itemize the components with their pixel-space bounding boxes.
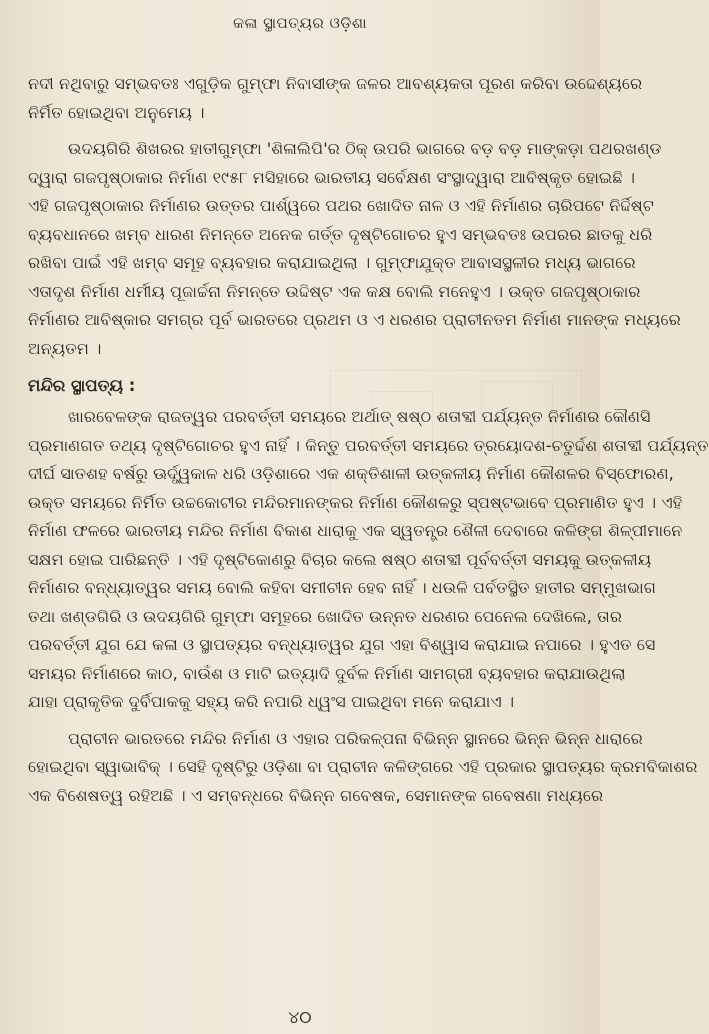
text-line: ଉଦୟଗିରି ଶିଖରର ହାତୀଗୁମ୍ଫା 'ଶିଳାଲିପି'ର ଠିକ୍ ଉପରି ଭାଗରେ ବଡ଼ ବଡ଼ ମାଙ୍କଡ଼ା ପଥରଖଣ୍ଡ [68, 139, 662, 158]
text-line: ତଥା ଖଣ୍ଡଗିରି ଓ ଉଦୟଗିରି ଗୁମ୍ଫା ସମୂହରେ ଖୋଦିତ ଉନ୍ନତ ଧରଣର ପେନେଲ ଦେଖିଲେ, ତାର [28, 606, 623, 626]
text-line: ଅନ୍ୟତମ । [28, 338, 102, 358]
text-line: ଏହି ଗଜପୃଷ୍ଠାକାର ନିର୍ମାଣର ଉତ୍ତର ପାର୍ଶ୍ୱରେ ପଥର ଖୋଦିତ ନାଳ ଓ ଏହି ନିର୍ମାଣର ଚାରିପଟେ ନିର୍ଦ୍ଦିଷ୍ଟ [28, 196, 655, 215]
body-text [28, 70, 709, 810]
text-line: ରଖିବା ପାଇଁ ଏହି ଖମ୍ବ ସମୂହ ବ୍ୟବହାର କରାଯାଇଥିଲା । ଗୁମ୍ଫାଯୁକ୍ତ ଆବାସସ୍ଥଳୀର ମଧ୍ୟ ଭାଗରେ [28, 253, 636, 272]
text-line: ପ୍ରମାଣଗତ ତଥ୍ୟ ଦୃଷ୍ଟିଗୋଚର ହୁଏ ନାହିଁ । କିନ୍ତୁ ପରବର୍ତ୍ତୀ ସମୟରେ ତ୍ରୟୋଦଶ-ଚତୁର୍ଦ୍ଦଶ ଶତାବ୍ଦୀ ପର୍ଯ୍ୟନ୍ତ [28, 435, 709, 455]
text-line: ବ୍ୟବଧାନରେ ଖମ୍ବ ଧାରଣ ନିମନ୍ତେ ଅନେକ ଗର୍ତ୍ତ ଦୃଷ୍ଟିଗୋଚର ହୁଏ ସମ୍ଭବତଃ ଉପରର ଛାତକୁ ଧରି [28, 224, 653, 244]
text-line: ସମୟର ନିର୍ମାଣରେ କାଠ, ବାଉଁଶ ଓ ମାଟି ଇତ୍ୟାଦି ଦୁର୍ବଳ ନିର୍ମାଣ ସାମଗ୍ରୀ ବ୍ୟବହାର କରାଯାଉଥିଲା [28, 663, 626, 683]
section-heading: ମନ୍ଦିର ସ୍ଥାପତ୍ୟ : [28, 376, 136, 395]
text-line: ହୋଇଥିବା ସ୍ୱାଭାବିକ୍ । ସେହି ଦୃଷ୍ଟିରୁ ଓଡ଼ିଶା ବା ପ୍ରାଚୀନ କଳିଙ୍ଗରେ ଏହି ପ୍ରକାର ସ୍ଥାପତ୍ୟର କ୍ରମବିକାଶର [28, 757, 698, 776]
text-line: ନିର୍ମାଣର ଆବିଷ୍କାର ସମଗ୍ର ପୂର୍ବ ଭାରତରେ ପ୍ରଥମ ଓ ଏ ଧରଣର ପ୍ରାଚୀନତମ ନିର୍ମାଣ ମାନଙ୍କ ମଧ୍ୟରେ [28, 310, 681, 329]
page-number: ୪୦ [288, 1008, 312, 1028]
text-line: ଯାହା ପ୍ରାକୃତିକ ଦୁର୍ବିପାକକୁ ସହ୍ୟ କରି ନପାରି ଧ୍ୱଂସ ପାଇଥିବା ମନେ କରାଯାଏ । [28, 692, 515, 711]
text-line: ନଦୀ ନଥିବାରୁ ସମ୍ଭବତଃ ଏଗୁଡ଼ିକ ଗୁମ୍ଫା ନିବାସୀଙ୍କ ଜଳର ଆବଶ୍ୟକତା ପୂରଣ କରିବା ଉଦ୍ଦେଶ୍ୟରେ [28, 74, 643, 93]
text-line: ଖାରବେଳଙ୍କ ରାଜତ୍ୱର ପରବର୍ତ୍ତୀ ସମୟରେ ଅର୍ଥାତ୍ ଷଷ୍ଠ ଶତାବ୍ଦୀ ପର୍ଯ୍ୟନ୍ତ ନିର୍ମାଣର କୌଣସି [68, 407, 651, 426]
text-line: ନିର୍ମାଣର ବନ୍ଧ୍ୟାତ୍ୱର ସମୟ ବୋଲି କହିବା ସମୀଚୀନ ହେବ ନାହିଁ । ଧଉଳି ପର୍ବତସ୍ଥିତ ହାତୀର ସମ୍ମୁଖଭାଗ [28, 578, 657, 597]
text-line: ଏକ ବିଶେଷତ୍ୱ ରହିଅଛି । ଏ ସମ୍ବନ୍ଧରେ ବିଭିନ୍ନ ଗବେଷକ, ସେମାନଙ୍କ ଗବେଷଣା ମଧ୍ୟରେ [28, 785, 604, 805]
text-line: ନିର୍ମାଣ ଫଳରେ ଭାରତୀୟ ମନ୍ଦିର ନିର୍ମାଣ ବିକାଶ ଧାରାକୁ ଏକ ସ୍ୱତନ୍ତ୍ର ଶୈଳୀ ଦେବାରେ କଳିଙ୍ଗ ଶିଳ୍ପୀମାନେ [28, 521, 683, 540]
text-line: ସକ୍ଷମ ହୋଇ ପାରିଛନ୍ତି । ଏହି ଦୃଷ୍ଟିକୋଣରୁ ବିଚାର କଲେ ଷଷ୍ଠ ଶତାବ୍ଦୀ ପୂର୍ବବର୍ତ୍ତୀ ସମୟକୁ ଉତ୍କଳୀୟ [28, 549, 652, 569]
running-header: କଳା ସ୍ଥାପତ୍ୟର ଓଡ଼ିଶା [232, 14, 368, 32]
text-line: ପ୍ରାଚୀନ ଭାରତରେ ମନ୍ଦିର ନିର୍ମାଣ ଓ ଏହାର ପରିକଳ୍ପନା ବିଭିନ୍ନ ସ୍ଥାନରେ ଭିନ୍ନ ଭିନ୍ନ ଧାରାରେ [68, 728, 643, 748]
text-line: ଉକ୍ତ ସମୟରେ ନିର୍ମିତ ଉଚ୍ଚକୋଟୀର ମନ୍ଦିରମାନଙ୍କର ନିର୍ମାଣ କୌଶଳରୁ ସ୍ପଷ୍ଟଭାବେ ପ୍ରମାଣିତ ହୁଏ । ଏହି [28, 492, 683, 512]
text-line: ଏତାଦୃଶ ନିର୍ମାଣ ଧର୍ମୀୟ ପୂଜାର୍ଚ୍ଚନା ନିମନ୍ତେ ଉଦ୍ଦିଷ୍ଟ ଏକ କକ୍ଷ ବୋଲି ମନେହୁଏ । ଉକ୍ତ ଗଜପୃଷ୍ଠାକାର [28, 281, 641, 301]
text-line: ଦ୍ୱାରା ଗଜପୃଷ୍ଠାକାର ନିର୍ମାଣ ୧୯୫୮ ମସିହାରେ ଭାରତୀୟ ସର୍ବେକ୍ଷଣ ସଂସ୍ଥାଦ୍ୱାରା ଆବିଷ୍କୃତ ହୋଇଛି । [28, 167, 636, 187]
text-line: ନିର୍ମିତ ହୋଇଥିବା ଅନୁମେୟ । [28, 102, 205, 122]
text-line: ପରବର୍ତ୍ତୀ ଯୁଗ ଯେ କଳା ଓ ସ୍ଥାପତ୍ୟର ବନ୍ଧ୍ୟାତ୍ୱର ଯୁଗ ଏହା ବିଶ୍ୱାସ କରାଯାଇ ନପାରେ । ହୁଏତ ସେ [28, 635, 656, 654]
text-line: ଦୀର୍ଘ ସାତଶହ ବର୍ଷରୁ ଊର୍ଦ୍ଧ୍ୱକାଳ ଧରି ଓଡ଼ିଶାରେ ଏକ ଶକ୍ତିଶାଳୀ ଉତ୍କଳୀୟ ନିର୍ମାଣ କୌଶଳର ବିସ୍ଫୋରଣ, [28, 464, 674, 483]
